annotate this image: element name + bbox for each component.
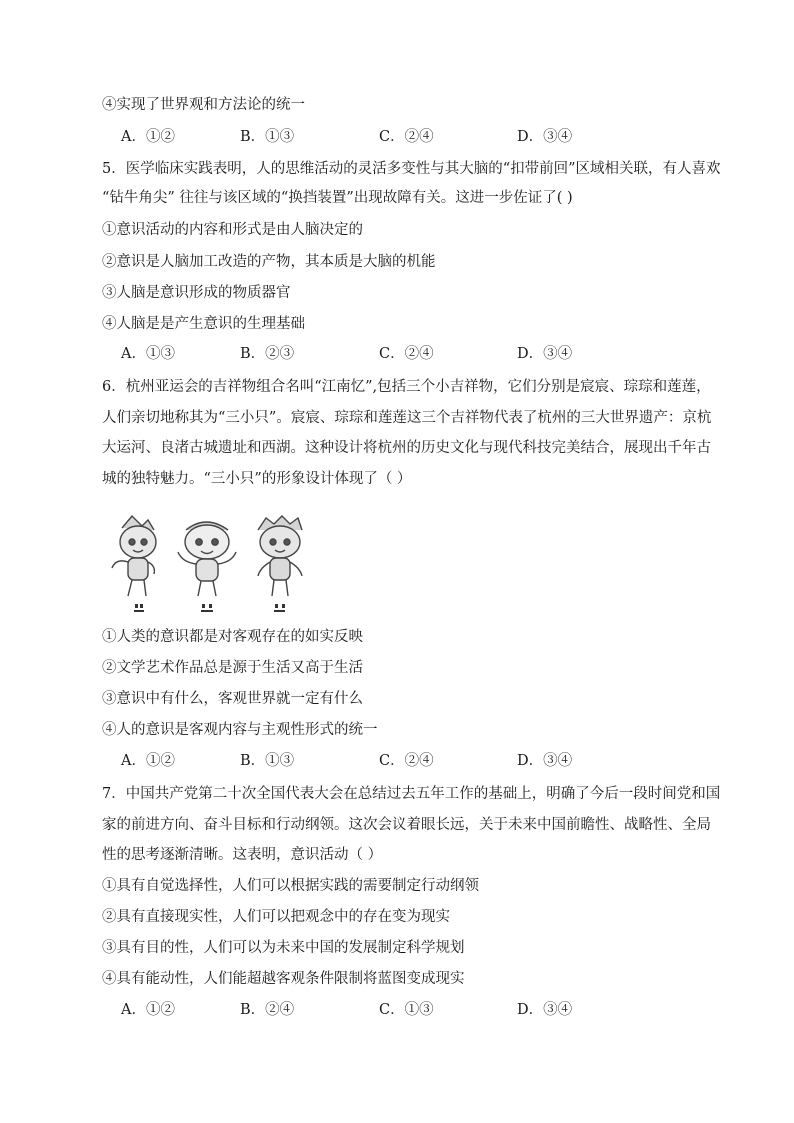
mascots-illustration [102, 512, 308, 620]
q7-statement-1: ①具有自觉选择性，人们可以根据实践的需要制定行动纲领 [102, 878, 479, 894]
q7-option-a[interactable]: A．①② [121, 1002, 175, 1018]
q6-stem-line-2: 人们亲切地称其为“三小只”。宸宸、琮琮和莲莲这三个吉祥物代表了杭州的三大世界遗产：京杭 [102, 410, 712, 426]
q6-statement-3: ③意识中有什么，客观世界就一定有什么 [102, 691, 363, 707]
mascot-chenchen [178, 522, 236, 612]
q4-option-d[interactable]: D．③④ [517, 129, 573, 145]
q7-stem-line-2: 家的前进方向、奋斗目标和行动纲领。这次会议着眼长远，关于未来中国前瞻性、战略性、全局 [102, 817, 711, 833]
mascots-image [102, 512, 308, 620]
q7-option-c[interactable]: C．①③ [379, 1002, 434, 1018]
q6-statement-2: ②文学艺术作品总是源于生活又高于生活 [102, 660, 363, 676]
mascot-lianlian [258, 516, 302, 612]
q6-option-d[interactable]: D．③④ [517, 753, 573, 769]
q5-stem-line-1: 5．医学临床实践表明，人的思维活动的灵活多变性与其大脑的“扣带前回”区域相关联，有人喜欢 [102, 161, 721, 177]
q7-stem-line-1: 7．中国共产党第二十次全国代表大会在总结过去五年工作的基础上，明确了今后一段时间党和国 [102, 786, 721, 802]
q7-statement-3: ③具有目的性，人们可以为未来中国的发展制定科学规划 [102, 940, 465, 956]
q4-statement-4: ④实现了世界观和方法论的统一 [102, 97, 305, 113]
q7-statement-2: ②具有直接现实性，人们可以把观念中的存在变为现实 [102, 909, 450, 925]
q6-option-c[interactable]: C．②④ [379, 753, 434, 769]
q5-option-c[interactable]: C．②④ [379, 346, 434, 362]
q6-option-a[interactable]: A．①② [121, 753, 175, 769]
q4-option-c[interactable]: C．②④ [379, 129, 434, 145]
q6-stem-line-1: 6．杭州亚运会的吉祥物组合名叫“江南忆”,包括三个小吉祥物，它们分别是宸宸、琮琮和莲莲， [102, 379, 711, 395]
q5-statement-3: ③人脑是意识形成的物质器官 [102, 285, 291, 301]
q6-statement-1: ①人类的意识都是对客观存在的如实反映 [102, 629, 363, 645]
q5-statement-2: ②意识是人脑加工改造的产物，其本质是大脑的机能 [102, 254, 436, 270]
q6-statement-4: ④人的意识是客观内容与主观性形式的统一 [102, 722, 378, 738]
q5-option-b[interactable]: B．②③ [240, 346, 295, 362]
q7-option-d[interactable]: D．③④ [517, 1002, 573, 1018]
q5-option-a[interactable]: A．①③ [121, 346, 175, 362]
q6-option-b[interactable]: B．①③ [240, 753, 295, 769]
q6-stem-line-4: 城的独特魅力。“三小只”的形象设计体现了（ ） [102, 471, 412, 487]
q6-stem-line-3: 大运河、良渚古城遗址和西湖。这种设计将杭州的历史文化与现代科技完美结合，展现出千年古 [102, 440, 711, 456]
q5-statement-1: ①意识活动的内容和形式是由人脑决定的 [102, 222, 363, 238]
q4-option-b[interactable]: B．①③ [240, 129, 295, 145]
mascot-congcong [112, 516, 156, 612]
q4-option-a[interactable]: A．①② [121, 129, 175, 145]
q5-stem-line-2: “钻牛角尖” 往往与该区域的“换挡装置”出现故障有关。这进一步佐证了( ) [102, 190, 573, 206]
q5-option-d[interactable]: D．③④ [517, 346, 573, 362]
q7-stem-line-3: 性的思考逐渐清晰。这表明，意识活动（ ） [102, 847, 383, 863]
q7-statement-4: ④具有能动性，人们能超越客观条件限制将蓝图变成现实 [102, 971, 465, 987]
q5-statement-4: ④人脑是是产生意识的生理基础 [102, 316, 305, 332]
q7-option-b[interactable]: B．②④ [240, 1002, 295, 1018]
